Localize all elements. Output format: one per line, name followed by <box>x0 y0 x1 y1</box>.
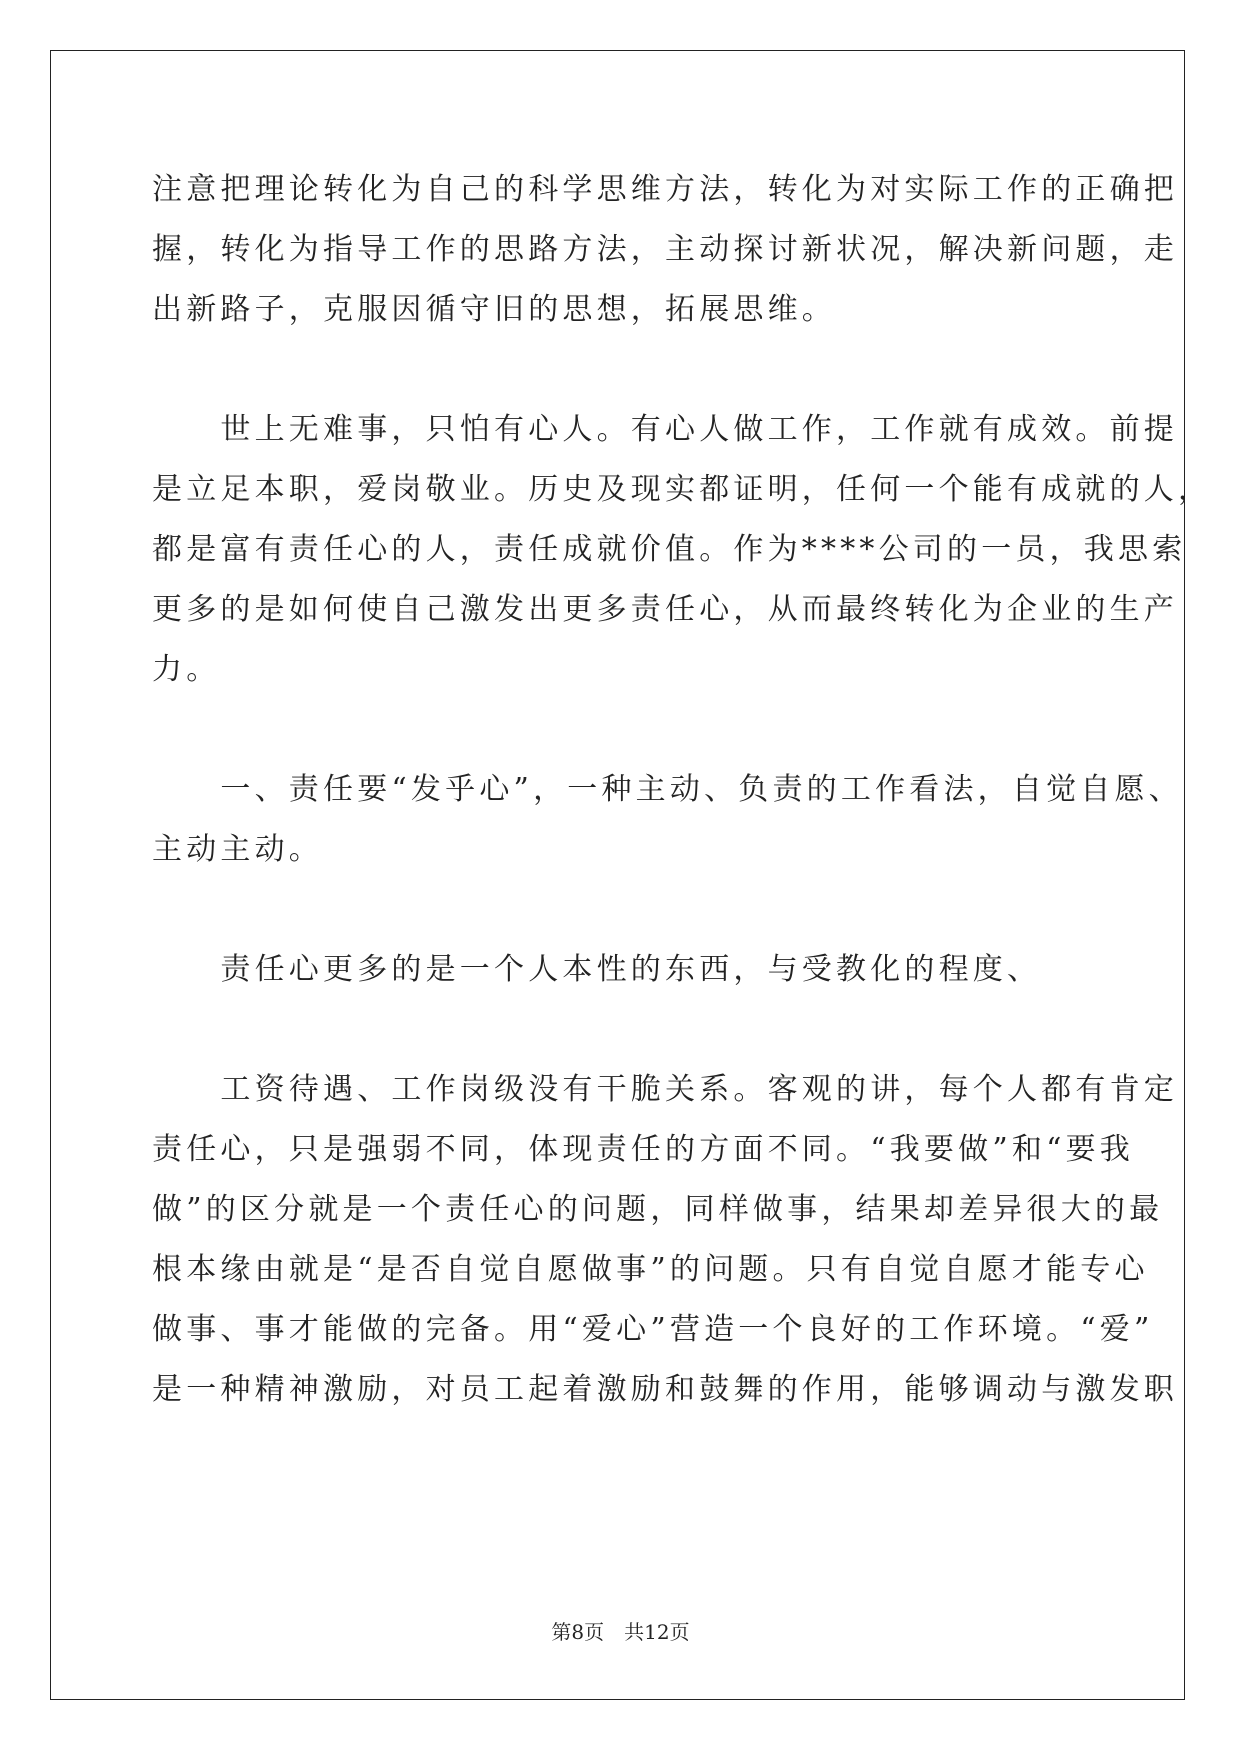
text-line: 都是富有责任心的人，责任成就价值。作为****公司的一员，我思索 <box>152 532 1187 567</box>
text-line: 力。 <box>152 652 221 687</box>
text-line: 一、责任要“发乎心”，一种主动、负责的工作看法，自觉自愿、 <box>152 772 1183 807</box>
text-line: 出新路子，克服因循守旧的思想，拓展思维。 <box>152 292 836 327</box>
text-line: 工资待遇、工作岗级没有干脆关系。客观的讲，每个人都有肯定 <box>152 1072 1178 1107</box>
text-line: 责任心更多的是一个人本性的东西，与受教化的程度、 <box>152 952 1042 987</box>
text-line: 根本缘由就是“是否自觉自愿做事”的问题。只有自觉自愿才能专心 <box>152 1252 1149 1287</box>
text-line: 责任心，只是强弱不同，体现责任的方面不同。“我要做”和“要我 <box>152 1132 1135 1167</box>
text-line: 世上无难事，只怕有心人。有心人做工作，工作就有成效。前提 <box>152 412 1178 447</box>
document-body <box>152 160 1213 1420</box>
text-line: 注意把理论转化为自己的科学思维方法，转化为对实际工作的正确把 <box>152 172 1178 207</box>
text-line: 主动主动。 <box>152 832 323 867</box>
text-line: 握，转化为指导工作的思路方法，主动探讨新状况，解决新问题，走 <box>152 232 1178 267</box>
text-line: 做事、事才能做的完备。用“爱心”营造一个良好的工作环境。“爱” <box>152 1312 1154 1347</box>
text-line: 更多的是如何使自己激发出更多责任心，从而最终转化为企业的生产 <box>152 592 1178 627</box>
text-line: 是立足本职，爱岗敬业。历史及现实都证明，任何一个能有成就的人， <box>152 472 1213 507</box>
text-line: 做”的区分就是一个责任心的问题，同样做事，结果却差异很大的最 <box>152 1192 1164 1227</box>
page-number-footer: 第8页 共12页 <box>551 1620 690 1644</box>
text-line: 是一种精神激励，对员工起着激励和鼓舞的作用，能够调动与激发职 <box>152 1372 1178 1407</box>
